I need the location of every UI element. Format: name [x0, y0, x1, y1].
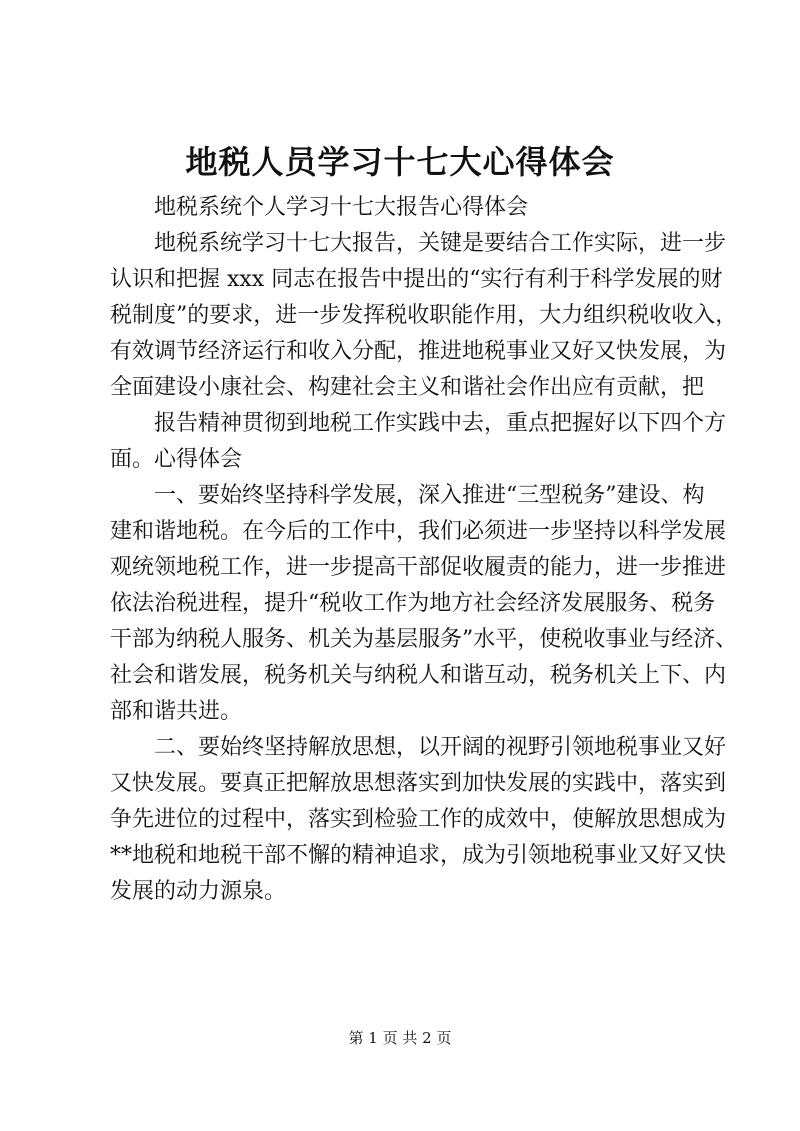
text-line: 社会和谐发展，税务机关与纳税人和谐互动，税务机关上下、内	[110, 663, 727, 688]
document-title: 地税人员学习十七大心得体会	[185, 143, 615, 181]
text-line: 报告精神贯彻到地税工作实践中去，重点把握好以下四个方	[154, 411, 727, 436]
text-line: 认识和把握 xxx 同志在报告中提出的“实行有利于科学发展的财	[110, 267, 723, 292]
text-line: 部和谐共进。	[110, 699, 243, 724]
text-line: 面。心得体会	[110, 447, 243, 472]
text-line: 观统领地税工作，进一步提高干部促收履责的能力，进一步推进	[110, 555, 727, 580]
document-body	[110, 190, 738, 910]
text-line: 干部为纳税人服务、机关为基层服务”水平，使税收事业与经济、	[110, 627, 738, 652]
text-line: 发展的动力源泉。	[110, 879, 287, 904]
text-line: 依法治税进程，提升“税收工作为地方社会经济发展服务、税务	[110, 591, 716, 616]
text-line: 争先进位的过程中，落实到检验工作的成效中，使解放思想成为	[110, 807, 727, 832]
text-line: 二、要始终坚持解放思想，以开阔的视野引领地税事业又好	[154, 735, 727, 760]
text-line: 一、要始终坚持科学发展，深入推进“三型税务”建设、构	[154, 483, 705, 508]
text-line: 建和谐地税。在今后的工作中，我们必须进一步坚持以科学发展	[110, 519, 727, 544]
text-line: **地税和地税干部不懈的精神追求，成为引领地税事业又好又快	[110, 843, 727, 868]
text-line: 全面建设小康社会、构建社会主义和谐社会作出应有贡献，把	[110, 375, 705, 400]
text-line: 有效调节经济运行和收入分配，推进地税事业又好又快发展，为	[110, 339, 727, 364]
text-line: 税制度”的要求，进一步发挥税收职能作用，大力组织税收收入，	[110, 303, 738, 328]
page-number: 第 1 页 共 2 页	[348, 1029, 452, 1047]
subtitle-line: 地税系统个人学习十七大报告心得体会	[154, 195, 529, 220]
text-line: 地税系统学习十七大报告，关键是要结合工作实际，进一步	[154, 231, 727, 256]
text-line: 又快发展。要真正把解放思想落实到加快发展的实践中，落实到	[110, 771, 727, 796]
